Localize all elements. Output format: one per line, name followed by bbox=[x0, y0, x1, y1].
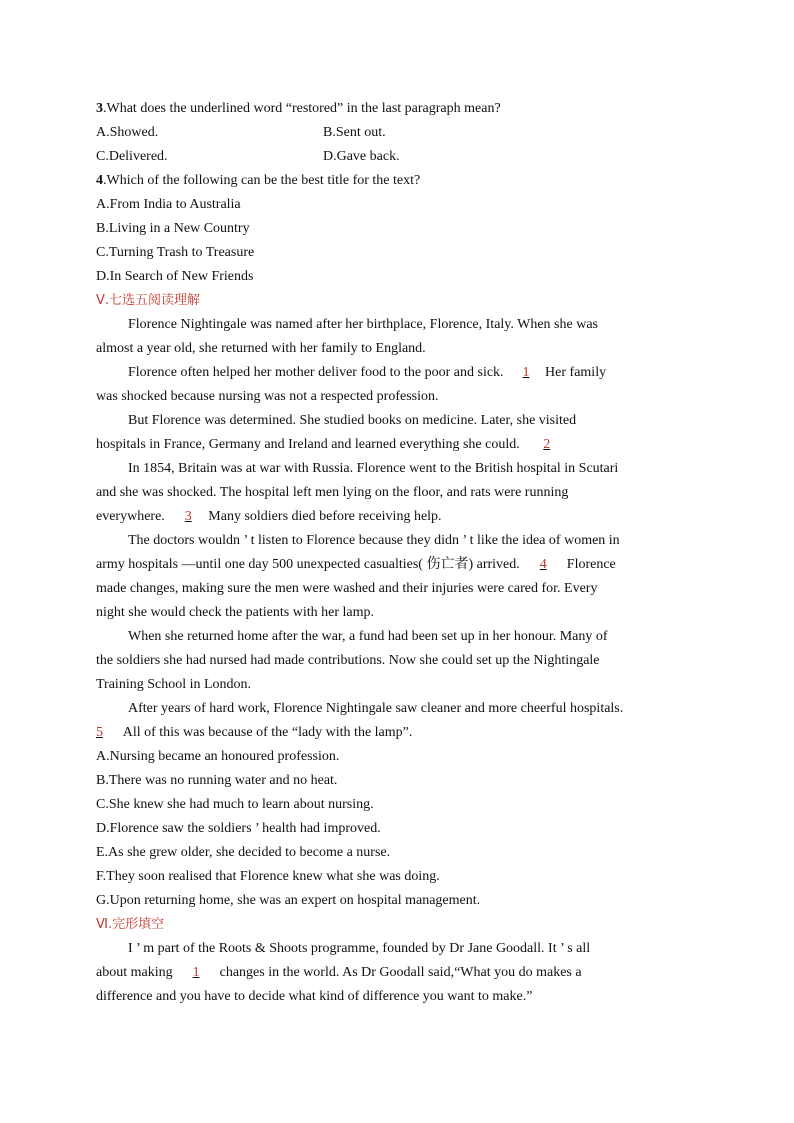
passage-text: everywhere. bbox=[96, 509, 169, 524]
option-c: C.Delivered. bbox=[96, 149, 168, 164]
option-c: C.Turning Trash to Treasure bbox=[96, 245, 255, 260]
section-5-title: Ⅴ.七选五阅读理解 bbox=[96, 293, 201, 308]
option-c: C.She knew she had much to learn about nursing. bbox=[96, 797, 374, 812]
passage-line bbox=[96, 553, 706, 577]
blank-5[interactable]: 5 bbox=[96, 725, 103, 740]
option-b: B.There was no running water and no heat. bbox=[96, 773, 338, 788]
passage-line: In 1854, Britain was at war with Russia. Florence went to the British hospital in Scutari bbox=[128, 461, 619, 476]
passage-line: When she returned home after the war, a fund had been set up in her honour. Many of bbox=[128, 629, 608, 644]
passage-text: Her family bbox=[545, 365, 607, 380]
passage-line: Training School in London. bbox=[96, 677, 252, 692]
option-e: E.As she grew older, she decided to become a nurse. bbox=[96, 845, 391, 860]
passage-text: about making bbox=[96, 965, 177, 980]
question-3-stem bbox=[96, 97, 706, 121]
question-3-options-row bbox=[96, 145, 706, 169]
passage-line: and she was shocked. The hospital left men lying on the floor, and rats were running bbox=[96, 485, 569, 500]
worksheet-page bbox=[96, 97, 706, 1009]
passage-line: almost a year old, she returned with her family to England. bbox=[96, 341, 426, 356]
passage-text: Florence bbox=[563, 557, 616, 572]
option-a: A.Showed. bbox=[96, 125, 159, 140]
question-number: 3 bbox=[96, 101, 103, 116]
blank-1[interactable]: 1 bbox=[192, 965, 200, 980]
option-d: D.In Search of New Friends bbox=[96, 269, 254, 284]
option-f: F.They soon realised that Florence knew what she was doing. bbox=[96, 869, 440, 884]
passage-line: The doctors wouldn ’ t listen to Florence because they didn ’ t like the idea of women in bbox=[128, 533, 620, 548]
question-4-stem bbox=[96, 169, 706, 193]
passage-line bbox=[96, 961, 706, 985]
passage-line: was shocked because nursing was not a respected profession. bbox=[96, 389, 439, 404]
passage-line: the soldiers she had nursed had made contributions. Now she could set up the Nightingale bbox=[96, 653, 600, 668]
question-text: .Which of the following can be the best title for the text? bbox=[103, 173, 421, 188]
passage-line: night she would check the patients with her lamp. bbox=[96, 605, 374, 620]
question-3-options-row bbox=[96, 121, 706, 145]
passage-line: But Florence was determined. She studied books on medicine. Later, she visited bbox=[128, 413, 577, 428]
question-text: .What does the underlined word “restored” in the last paragraph mean? bbox=[103, 101, 501, 116]
option-b: B.Sent out. bbox=[323, 125, 386, 140]
passage-line bbox=[96, 433, 706, 457]
blank-2[interactable]: 2 bbox=[543, 437, 551, 452]
option-a: A.From India to Australia bbox=[96, 197, 241, 212]
blank-3[interactable]: 3 bbox=[184, 509, 192, 524]
blank-1[interactable]: 1 bbox=[522, 365, 530, 380]
passage-line: After years of hard work, Florence Nightingale saw cleaner and more cheerful hospitals. bbox=[128, 701, 624, 716]
passage-text: Florence often helped her mother deliver food to the poor and sick. bbox=[128, 365, 508, 380]
passage-text: hospitals in France, Germany and Ireland and learned everything she could. bbox=[96, 437, 524, 452]
blank-4[interactable]: 4 bbox=[539, 557, 547, 572]
passage-line: Florence Nightingale was named after her birthplace, Florence, Italy. When she was bbox=[128, 317, 598, 332]
passage-text: Many soldiers died before receiving help. bbox=[208, 509, 442, 524]
passage-line: made changes, making sure the men were washed and their injuries were cared for. Every bbox=[96, 581, 598, 596]
option-d: D.Gave back. bbox=[323, 149, 400, 164]
option-a: A.Nursing became an honoured profession. bbox=[96, 749, 340, 764]
passage-line bbox=[96, 361, 706, 385]
passage-text: changes in the world. As Dr Goodall said,“What you do makes a bbox=[216, 965, 582, 980]
passage-line bbox=[96, 721, 706, 745]
passage-line: I ’ m part of the Roots & Shoots programme, founded by Dr Jane Goodall. It ’ s all bbox=[128, 941, 591, 956]
passage-line: difference and you have to decide what kind of difference you want to make.” bbox=[96, 989, 533, 1004]
option-d: D.Florence saw the soldiers ’ health had improved. bbox=[96, 821, 381, 836]
option-g: G.Upon returning home, she was an expert on hospital management. bbox=[96, 893, 481, 908]
passage-text: army hospitals —until one day 500 unexpected casualties( 伤亡者) arrived. bbox=[96, 557, 524, 572]
question-number: 4 bbox=[96, 173, 103, 188]
option-b: B.Living in a New Country bbox=[96, 221, 250, 236]
passage-line bbox=[96, 505, 706, 529]
section-6-title: Ⅵ.完形填空 bbox=[96, 917, 165, 932]
passage-text: All of this was because of the “lady with the lamp”. bbox=[120, 725, 413, 740]
